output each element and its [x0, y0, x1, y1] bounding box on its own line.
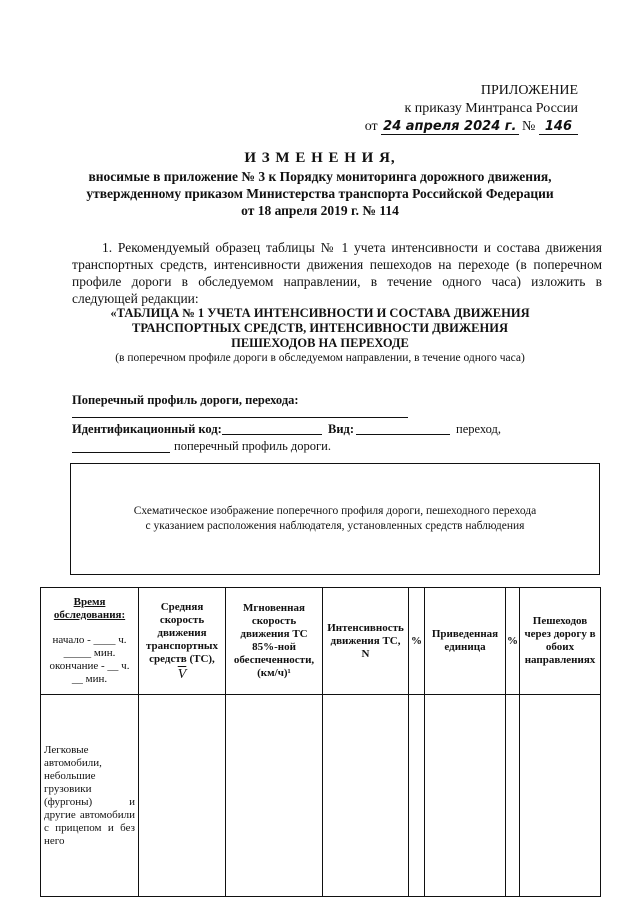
title-line-2: вносимые в приложение № 3 к Порядку мониторинга дорожного движения, [88, 169, 552, 184]
table-title-line-2: ТРАНСПОРТНЫХ СРЕДСТВ, ИНТЕНСИВНОСТИ ДВИЖЕНИЯ [132, 321, 508, 335]
header-time-cell [41, 588, 139, 695]
header-percent: % [409, 588, 425, 695]
cell-reduced-unit [425, 695, 506, 897]
avg-speed-label: Средняя скорость движения транспортных средств (ТС), [145, 601, 218, 665]
id-code-label: Идентификационный код: [72, 422, 222, 436]
handwritten-date: 24 апреля 2024 г. [383, 119, 517, 134]
from-prefix: от [364, 119, 378, 134]
table-title-line-1: «ТАБЛИЦА № 1 УЧЕТА ИНТЕНСИВНОСТИ И СОСТАВА ДВИЖЕНИЯ [110, 306, 530, 320]
header-avg-speed [139, 588, 226, 695]
cell-avg-speed [139, 695, 226, 897]
profile-option-blank [72, 452, 170, 453]
time-end: окончание - __ ч. __ мин. [49, 660, 130, 685]
cell-intensity [323, 695, 409, 897]
title-line-3: утвержденному приказом Министерства транспорта Российской Федерации [86, 186, 554, 201]
scheme-text-line-2: с указанием расположения наблюдателя, установленных средств наблюдения [145, 520, 525, 532]
title-line-4: от 18 апреля 2019 г. № 114 [241, 203, 399, 218]
cell-percent-2 [506, 695, 520, 897]
appendix-title: ПРИЛОЖЕНИЕ [480, 83, 578, 98]
cell-pedestrians [520, 695, 601, 897]
profile-blank-line [72, 417, 408, 418]
profile-label: Поперечный профиль дороги, перехода: [72, 393, 299, 407]
appendix-order-ref: к приказу Минтранса России [404, 101, 578, 116]
scheme-box [70, 463, 600, 575]
header-reduced-unit: Приведенная единица [425, 588, 506, 695]
view-label: Вид: [328, 422, 355, 436]
table-title-line-3: ПЕШЕХОДОВ НА ПЕРЕХОДЕ [231, 336, 409, 350]
table-subtitle: (в поперечном профиле дороги в обследуемом направлении, в течение одного часа) [115, 352, 525, 364]
cell-inst-speed [226, 695, 323, 897]
number-prefix: № [522, 119, 536, 134]
table-row [41, 695, 601, 897]
header-percent-2: % [506, 588, 520, 695]
view-blank [356, 434, 450, 435]
appendix-date-line [365, 118, 578, 136]
cell-percent [409, 695, 425, 897]
row-vehicle-category: Легковые автомобили, небольшие грузовики (фургоны) и другие автомобили с прицепом и без него [41, 695, 139, 897]
handwritten-number: 146 [539, 119, 578, 135]
document-title: И З М Е Н Е Н И Я, [244, 150, 396, 166]
id-code-blank [222, 434, 322, 435]
traffic-table [40, 587, 601, 897]
crossing-option: переход, [456, 422, 502, 436]
time-title: Время обследования: [53, 596, 126, 621]
header-pedestrians: Пешеходов через дорогу в обоих направлениях [520, 588, 601, 695]
avg-speed-symbol: $\overline{V}$ [177, 667, 187, 682]
table-header-row [41, 588, 601, 695]
header-intensity: Интенсивность движения ТС, N [323, 588, 409, 695]
header-inst-speed: Мгновенная скорость движения ТС 85%-ной обеспеченности, (км/ч)¹ [226, 588, 323, 695]
paragraph-1: 1. Рекомендуемый образец таблицы № 1 учета интенсивности и состава движения транспортных средств, интенсивности движения пешеходов на переходе (в поперечном профиле дороги в обследуемом направлении, в течение одного часа) изложить в следующей редакции: [72, 240, 602, 306]
time-start: начало - ____ ч. _____ мин. [52, 634, 127, 659]
scheme-text-line-1: Схематическое изображение поперечного профиля дороги, пешеходного перехода [133, 505, 537, 517]
cross-profile-option: поперечный профиль дороги. [174, 439, 331, 453]
